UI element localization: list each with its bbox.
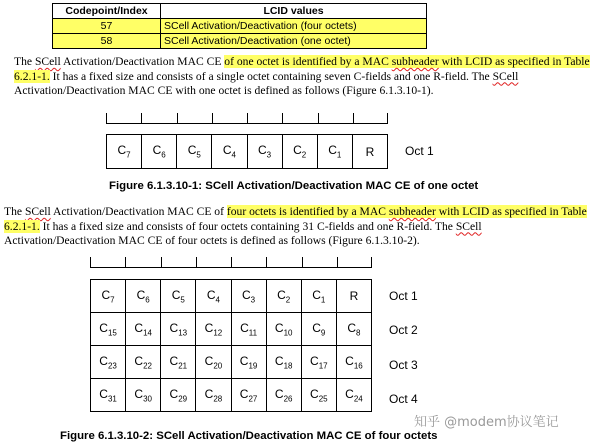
octet-label: Oct 4 xyxy=(389,392,418,407)
field-letter: C xyxy=(312,320,321,335)
field-index: 8 xyxy=(356,328,361,338)
lcid-value: SCell Activation/Deactivation (one octet) xyxy=(161,34,427,49)
field-index: 19 xyxy=(248,361,258,371)
field-index: 25 xyxy=(318,394,328,404)
field-letter: C xyxy=(101,287,111,302)
field-index: 3 xyxy=(266,150,272,160)
octet-grid-four xyxy=(90,279,372,412)
bit-field-cell xyxy=(196,313,231,346)
bit-field-cell xyxy=(196,379,231,412)
lcid-table xyxy=(52,3,427,49)
field-letter: C xyxy=(204,320,214,335)
field-letter: C xyxy=(239,386,249,401)
octet-label: Oct 3 xyxy=(389,357,418,372)
watermark: 知乎 @modem协议笔记 xyxy=(414,415,559,430)
field-index: 2 xyxy=(285,295,291,305)
table-row xyxy=(53,34,427,49)
field-letter: C xyxy=(328,143,337,158)
field-letter: C xyxy=(204,353,214,368)
bit-field-cell xyxy=(247,135,282,169)
bit-field-cell xyxy=(301,280,336,313)
field-letter: C xyxy=(99,320,108,335)
ruler-tick xyxy=(212,113,213,123)
bit-field-cell xyxy=(126,313,161,346)
field-index: 3 xyxy=(250,295,256,305)
field-letter: C xyxy=(258,143,267,158)
bit-field-cell xyxy=(336,280,371,313)
lcid-header-codepoint: Codepoint/Index xyxy=(53,4,161,19)
field-index: 27 xyxy=(248,394,258,404)
field-index: 4 xyxy=(215,295,220,305)
field-index: 7 xyxy=(126,150,131,160)
paragraph-one-octet: The SCell Activation/Deactivation MAC CE of one octet is identified by a MAC subheader with LCID as specified in Table 6.2.1-1. It has a fixed size and consists of a single octet containing seven C-fields and one R-field. The SCell Activation/Deactivation MAC CE with one octet is defined as follows (Figure 6.1.3.10-1). xyxy=(14,55,590,97)
bit-field-cell xyxy=(231,346,266,379)
ruler-tick xyxy=(177,113,178,123)
field-index: 1 xyxy=(336,150,342,160)
octet-row xyxy=(91,280,372,313)
bit-field-cell xyxy=(107,135,142,169)
field-index: 31 xyxy=(107,394,117,404)
octet-row xyxy=(91,313,372,346)
figure-caption-one: Figure 6.1.3.10-1: SCell Activation/Deactivation MAC CE of one octet xyxy=(109,180,479,192)
field-letter: C xyxy=(117,143,127,158)
field-index: 15 xyxy=(107,328,117,338)
field-letter: C xyxy=(277,287,286,302)
field-index: 17 xyxy=(318,361,328,371)
bit-field-cell xyxy=(91,280,126,313)
field-letter: C xyxy=(187,143,197,158)
lcid-value: SCell Activation/Deactivation (four octets) xyxy=(161,19,427,34)
field-index: 5 xyxy=(180,295,185,305)
bit-field-cell xyxy=(196,346,231,379)
field-letter: C xyxy=(310,353,319,368)
field-index: 26 xyxy=(283,394,293,404)
ruler-tick xyxy=(231,257,232,267)
field-letter: C xyxy=(239,353,249,368)
lcid-code: 58 xyxy=(53,34,161,49)
table-row xyxy=(53,19,427,34)
bit-field-cell xyxy=(91,379,126,412)
bit-field-cell xyxy=(161,280,196,313)
bit-field-cell xyxy=(231,280,266,313)
field-letter: C xyxy=(347,320,357,335)
field-letter: C xyxy=(99,386,108,401)
field-index: 21 xyxy=(178,361,188,371)
bit-field-cell xyxy=(301,313,336,346)
ruler-tick xyxy=(302,257,303,267)
bit-field-cell xyxy=(266,379,301,412)
ruler-tick xyxy=(90,257,91,267)
field-letter: C xyxy=(169,320,179,335)
field-letter: C xyxy=(345,386,354,401)
ruler-tick xyxy=(196,257,197,267)
field-letter: C xyxy=(293,143,302,158)
field-index: 16 xyxy=(353,361,363,371)
field-letter: C xyxy=(169,386,179,401)
bit-field-cell xyxy=(317,135,352,169)
field-index: 4 xyxy=(231,150,236,160)
ruler-tick xyxy=(353,113,354,123)
ruler-tick xyxy=(125,257,126,267)
field-letter: C xyxy=(242,287,251,302)
bit-field-cell xyxy=(336,313,371,346)
field-index: 1 xyxy=(320,295,326,305)
octet-grid-one xyxy=(106,134,388,169)
ruler-tick xyxy=(387,113,388,123)
bit-field-cell xyxy=(282,135,317,169)
field-index: 7 xyxy=(110,295,115,305)
bit-field-cell xyxy=(196,280,231,313)
field-index: 23 xyxy=(107,361,117,371)
ruler-tick xyxy=(247,113,248,123)
field-index: 5 xyxy=(196,150,201,160)
field-letter: C xyxy=(274,353,284,368)
field-index: 10 xyxy=(283,328,293,338)
bit-field-cell xyxy=(126,346,161,379)
field-index: 6 xyxy=(161,150,166,160)
bit-field-cell xyxy=(212,135,247,169)
field-index: 20 xyxy=(213,361,223,371)
field-letter: R xyxy=(365,144,375,159)
field-index: 13 xyxy=(178,328,188,338)
field-index: 11 xyxy=(248,328,258,338)
paragraph-four-octets: The SCell Activation/Deactivation MAC CE of four octets is identified by a MAC subheader with LCID as specified in Table 6.2.1-1. It has a fixed size and consists of four octets containing 31 C-fields and one R-field. The SCell Activation/Deactivation MAC CE of four octets is defined as follows (Figure 6.1.3.10-2). xyxy=(4,205,587,247)
ruler-tick xyxy=(337,257,338,267)
bit-position-ruler xyxy=(90,257,372,268)
field-letter: C xyxy=(312,287,321,302)
octet-row xyxy=(91,346,372,379)
field-index: 9 xyxy=(320,328,326,338)
ruler-tick xyxy=(282,113,283,123)
bit-field-cell xyxy=(336,346,371,379)
octet-label: Oct 1 xyxy=(405,144,434,158)
field-index: 24 xyxy=(353,394,363,404)
bit-field-cell xyxy=(266,280,301,313)
octet-label: Oct 2 xyxy=(389,323,418,338)
field-letter: C xyxy=(134,320,144,335)
field-letter: C xyxy=(222,143,232,158)
field-index: 28 xyxy=(213,394,223,404)
field-letter: C xyxy=(204,386,214,401)
field-letter: C xyxy=(169,353,179,368)
field-letter: C xyxy=(274,386,284,401)
bit-field-cell xyxy=(161,379,196,412)
field-letter: C xyxy=(345,353,354,368)
bit-field-cell xyxy=(231,379,266,412)
field-index: 22 xyxy=(143,361,152,371)
field-index: 30 xyxy=(143,394,152,404)
bit-field-cell xyxy=(126,379,161,412)
octet-row xyxy=(107,135,388,169)
field-index: 12 xyxy=(213,328,223,338)
field-index: 18 xyxy=(283,361,293,371)
bit-field-cell xyxy=(266,346,301,379)
bit-field-cell xyxy=(301,379,336,412)
field-letter: C xyxy=(99,353,108,368)
bit-field-cell xyxy=(352,135,387,169)
highlighted-text: four octets is identified by a MAC subheader with LCID as specified in Table 6.2.1-1. xyxy=(4,205,587,233)
lcid-table-header-row xyxy=(53,4,427,19)
bit-field-cell xyxy=(142,135,177,169)
field-index: 29 xyxy=(178,394,188,404)
field-letter: C xyxy=(152,143,162,158)
field-letter: C xyxy=(206,287,216,302)
ruler-tick xyxy=(141,113,142,123)
bit-field-cell xyxy=(231,313,266,346)
field-letter: R xyxy=(349,289,359,303)
ruler-tick xyxy=(266,257,267,267)
field-letter: C xyxy=(310,386,319,401)
field-letter: C xyxy=(274,320,284,335)
ruler-tick xyxy=(371,257,372,267)
lcid-header-values: LCID values xyxy=(161,4,427,19)
field-letter: C xyxy=(136,287,146,302)
field-letter: C xyxy=(134,353,144,368)
field-letter: C xyxy=(171,287,181,302)
bit-field-cell xyxy=(161,346,196,379)
figure-caption-four: Figure 6.1.3.10-2: SCell Activation/Deactivation MAC CE of four octets xyxy=(60,430,438,442)
field-index: 6 xyxy=(145,295,150,305)
bit-position-ruler xyxy=(106,113,388,124)
field-index: 14 xyxy=(143,328,152,338)
lcid-code: 57 xyxy=(53,19,161,34)
bit-field-cell xyxy=(91,346,126,379)
bit-field-cell xyxy=(266,313,301,346)
ruler-tick xyxy=(318,113,319,123)
bit-field-cell xyxy=(161,313,196,346)
bit-field-cell xyxy=(301,346,336,379)
octet-label: Oct 1 xyxy=(389,289,418,304)
bit-field-cell xyxy=(336,379,371,412)
bit-field-cell xyxy=(177,135,212,169)
field-letter: C xyxy=(240,320,249,335)
ruler-tick xyxy=(106,113,107,123)
ruler-tick xyxy=(161,257,162,267)
highlighted-text: of one octet is identified by a MAC subheader with LCID as specified in Table 6.2.1-1. xyxy=(14,55,590,83)
octet-row xyxy=(91,379,372,412)
bit-field-cell xyxy=(126,280,161,313)
bit-field-cell xyxy=(91,313,126,346)
field-index: 2 xyxy=(301,150,307,160)
field-letter: C xyxy=(134,386,144,401)
